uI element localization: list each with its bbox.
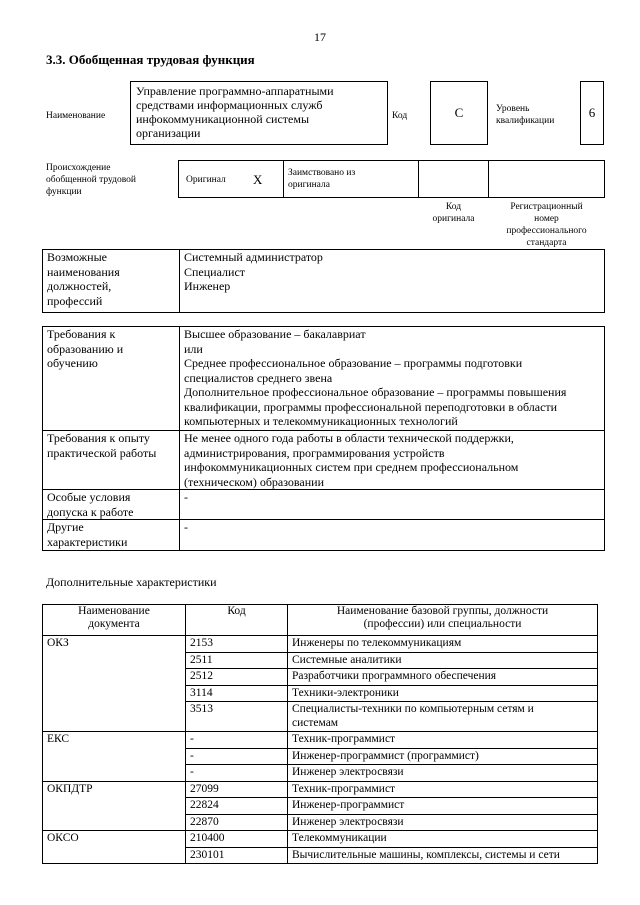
reg-number-caption-line: Регистрационный <box>510 202 583 212</box>
doc-cell: ОКПДТР <box>43 781 186 831</box>
reg-number-caption-line: номер <box>534 214 559 224</box>
doc-cell: ЕКС <box>43 732 186 782</box>
positions-label-cell <box>43 250 180 313</box>
requirement-label-line: Требования к опыту <box>47 431 150 445</box>
code-cell: 2512 <box>186 669 288 686</box>
original-label: Оригинал <box>186 175 226 185</box>
requirement-value-line: Дополнительное профессиональное образование – программы повышения <box>184 385 567 399</box>
function-name-line: организации <box>136 126 201 140</box>
doc-cell: ОКЗ <box>43 636 186 732</box>
requirement-value-line: Высшее образование – бакалавриат <box>184 327 366 341</box>
position-item: Специалист <box>184 264 246 279</box>
code-cell: 3114 <box>186 685 288 702</box>
requirement-label-cell <box>43 520 180 551</box>
requirement-value-cell <box>180 327 605 431</box>
code-cell: 22870 <box>186 814 288 831</box>
code-cell: 2153 <box>186 636 288 653</box>
positions-label-line: должностей, <box>47 279 112 293</box>
requirement-value-line: специалистов среднего звена <box>184 370 333 385</box>
code-cell: 210400 <box>186 831 288 848</box>
requirement-value-line: - <box>184 490 188 504</box>
borrowed-cell <box>283 160 419 198</box>
requirements-row <box>43 431 605 490</box>
requirement-value-line: квалификации, программы профессиональной переподготовки в области <box>184 399 558 414</box>
code-cell: 2511 <box>186 652 288 669</box>
name-cell <box>288 702 598 732</box>
name-line: системам <box>292 716 339 729</box>
name-line: Специалисты-техники по компьютерным сетям и <box>292 703 534 715</box>
requirement-value-line: Среднее профессиональное образование – программы подготовки <box>184 356 523 370</box>
original-mark: X <box>253 172 263 187</box>
requirements-row <box>43 520 605 551</box>
origin-label <box>46 162 136 198</box>
requirement-value-line: администрирования, программирования устройств <box>184 445 445 460</box>
requirement-value-line: (техническом) образовании <box>184 474 325 489</box>
header-document-line: Наименование <box>78 605 150 617</box>
function-name-line: Управление программно-аппаратными <box>136 84 334 98</box>
header-document-line: документа <box>88 618 140 630</box>
code-value-box: C <box>430 81 488 145</box>
table-row <box>43 781 598 798</box>
name-cell: Инженер электросвязи <box>288 765 598 782</box>
requirement-value-line: или <box>184 341 203 356</box>
code-cell: 230101 <box>186 847 288 864</box>
doc-cell: ОКСО <box>43 831 186 864</box>
positions-table <box>42 249 605 313</box>
table-row <box>43 732 598 749</box>
requirement-label-line: практической работы <box>47 445 157 460</box>
level-label-line: Уровень <box>496 104 530 114</box>
requirement-label-cell <box>43 490 180 520</box>
requirement-value-line: - <box>184 520 188 534</box>
header-code-line: Код <box>227 605 246 617</box>
name-cell: Системные аналитики <box>288 652 598 669</box>
requirement-label-line: Требования к <box>47 327 116 341</box>
original-code-caption-line: Код <box>445 202 462 212</box>
section-title: 3.3. Обобщенная трудовая функция <box>46 52 255 67</box>
header-code <box>186 605 288 636</box>
requirements-table <box>42 326 605 551</box>
reg-number-caption <box>488 201 605 249</box>
function-name-line: средствами информационных служб <box>136 98 323 112</box>
positions-label-line: наименования <box>47 264 120 279</box>
code-cell: - <box>186 765 288 782</box>
reg-number-caption-line: профессионального <box>506 226 587 236</box>
requirement-value-line: компьютерных и телекоммуникационных технологий <box>184 414 458 428</box>
level-value-box: 6 <box>580 81 604 145</box>
name-cell: Разработчики программного обеспечения <box>288 669 598 686</box>
name-cell: Телекоммуникации <box>288 831 598 848</box>
table-row <box>43 636 598 653</box>
code-label: Код <box>392 111 408 121</box>
positions-label-line: Возможные <box>47 250 107 264</box>
table-row <box>43 831 598 848</box>
requirements-row <box>43 327 605 431</box>
requirement-label-cell <box>43 327 180 431</box>
header-group-name <box>288 605 598 636</box>
requirement-value-line: инфокоммуникационных систем при среднем профессиональном <box>184 460 519 474</box>
code-cell: 3513 <box>186 702 288 732</box>
code-cell: 22824 <box>186 798 288 815</box>
name-cell: Инженер-программист (программист) <box>288 748 598 765</box>
code-cell: 27099 <box>186 781 288 798</box>
positions-label-line: профессий <box>47 293 103 308</box>
name-label: Наименование <box>46 111 106 121</box>
position-item: Системный администратор <box>184 250 323 264</box>
borrowed-line: Заимствовано из <box>288 168 356 178</box>
original-code-caption <box>418 201 489 225</box>
original-cell <box>178 160 284 198</box>
name-cell: Инженер-программист <box>288 798 598 815</box>
requirement-label-cell <box>43 431 180 490</box>
level-label <box>496 103 554 127</box>
name-cell: Инженер электросвязи <box>288 814 598 831</box>
extra-characteristics-table <box>42 604 598 864</box>
requirements-row <box>43 490 605 520</box>
function-name-line: инфокоммуникационной системы <box>136 112 310 126</box>
header-group-name-line: Наименование базовой группы, должности <box>336 605 549 617</box>
origin-label-line: Происхождение <box>46 163 111 173</box>
requirement-label-line: обучению <box>47 356 98 370</box>
level-label-line: квалификации <box>496 116 555 126</box>
reg-number-caption-line: стандарта <box>526 238 567 248</box>
header-document <box>43 605 186 636</box>
header-group-name-line: (профессии) или специальности <box>363 618 522 630</box>
extra-header-row <box>43 605 598 636</box>
page-number: 17 <box>314 30 326 44</box>
requirement-label-line: допуска к работе <box>47 504 134 519</box>
name-cell: Техник-программист <box>288 781 598 798</box>
position-item: Инженер <box>184 279 231 293</box>
origin-label-line: функции <box>46 187 82 197</box>
original-code-caption-line: оригинала <box>432 214 475 224</box>
requirement-label-line: Особые условия <box>47 490 131 504</box>
function-name-box <box>130 81 388 145</box>
requirement-value-cell <box>180 490 605 520</box>
reg-number-cell <box>488 160 605 198</box>
name-cell: Техник-программист <box>288 732 598 749</box>
extra-characteristics-title: Дополнительные характеристики <box>46 575 217 589</box>
positions-row <box>43 250 605 313</box>
origin-label-line: обобщенной трудовой <box>46 175 136 185</box>
requirement-label-line: Другие <box>47 520 84 534</box>
requirement-value-cell <box>180 520 605 551</box>
requirement-value-line: Не менее одного года работы в области технической поддержки, <box>184 431 514 445</box>
name-cell: Вычислительные машины, комплексы, системы и сети <box>288 847 598 864</box>
name-cell: Инженеры по телекоммуникациям <box>288 636 598 653</box>
positions-value-cell <box>180 250 605 313</box>
requirement-label-line: образованию и <box>47 341 124 356</box>
borrowed-line: оригинала <box>288 180 330 190</box>
original-code-cell <box>418 160 489 198</box>
requirement-label-line: характеристики <box>47 534 128 549</box>
code-cell: - <box>186 748 288 765</box>
code-cell: - <box>186 732 288 749</box>
name-cell: Техники-электроники <box>288 685 598 702</box>
requirement-value-cell <box>180 431 605 490</box>
